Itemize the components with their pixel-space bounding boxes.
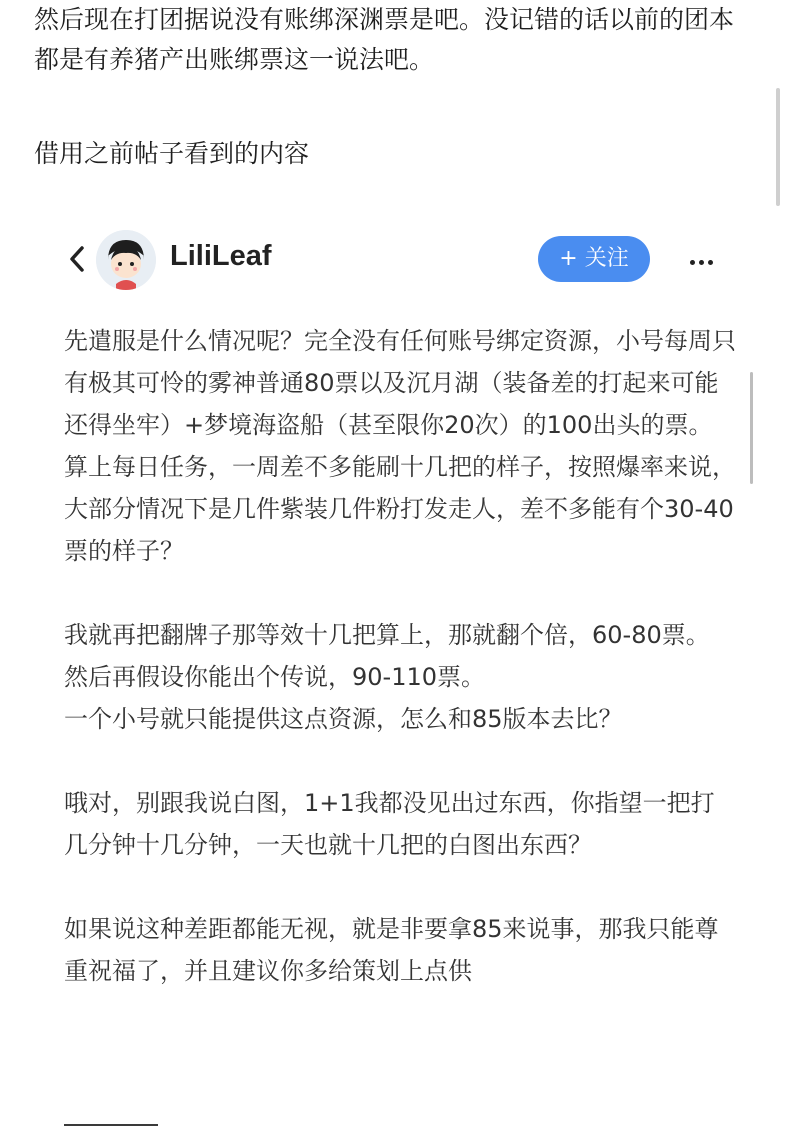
post-text-line: 我就再把翻牌子那等效十几把算上，那就翻个倍，60-80票。 <box>64 621 710 649</box>
embedded-scrollbar[interactable] <box>750 372 753 484</box>
page-scrollbar[interactable] <box>776 88 780 206</box>
avatar[interactable] <box>96 230 156 290</box>
username[interactable]: LiliLeaf <box>170 240 272 272</box>
embedded-post-body <box>64 320 736 992</box>
back-icon[interactable] <box>64 242 92 276</box>
outer-post-paragraph: 然后现在打团据说没有账绑深渊票是吧。没记错的话以前的团本都是有养猪产出账绑票这一说法吧。 <box>34 5 735 74</box>
more-dots-icon[interactable] <box>690 250 720 262</box>
paragraph-gap <box>64 866 736 908</box>
post-text-line: 一个小号就只能提供这点资源，怎么和85版本去比？ <box>64 705 623 733</box>
paragraph-gap <box>64 572 736 614</box>
text-underline <box>64 1124 158 1126</box>
post-text-line: 哦对，别跟我说白图，1+1我都没见出过东西，你指望一把打几分钟十几分钟，一天也就十几把的白图出东西？ <box>64 789 715 859</box>
embedded-post-header <box>64 228 732 292</box>
post-text-line: 然后再假设你能出个传说，90-110票。 <box>64 663 486 691</box>
post-text-line: 先遣服是什么情况呢？完全没有任何账号绑定资源，小号每周只有极其可怜的雾神普通80票以及沉月湖（装备差的打起来可能还得坐牢）+梦境海盗船（甚至限你20次）的100出头的票。 <box>64 327 736 439</box>
post-text-line: 如果说这种差距都能无视，就是非要拿85来说事，那我只能尊重祝福了，并且建议你多给策划上点供 <box>64 915 719 985</box>
outer-post-paragraph: 借用之前帖子看到的内容 <box>34 139 310 168</box>
post-text-line: 算上每日任务，一周差不多能刷十几把的样子，按照爆率来说，大部分情况下是几件紫装几件粉打发走人，差不多能有个30-40票的样子？ <box>64 453 736 565</box>
follow-button[interactable]: + 关注 <box>538 236 650 282</box>
paragraph-gap <box>64 740 736 782</box>
